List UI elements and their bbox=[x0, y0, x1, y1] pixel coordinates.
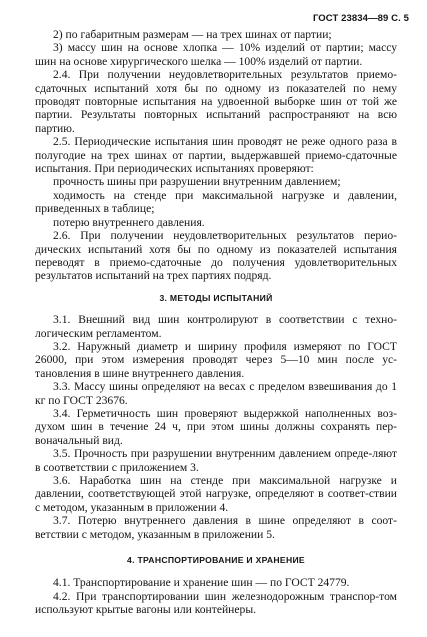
paragraph: 4.1. Транспортирование и хранение шин — по ГОСТ 24779. bbox=[53, 576, 350, 590]
paragraph: 3.3. Массу шины определяют на весах с пределом взвешивания до 1 кг по ГОСТ 23676. bbox=[35, 380, 397, 407]
paragraph: 2.5. Периодические испытания шин проводят не реже одного раза в полугодие на трех шинах от партии, выдержавшей приемо-сдаточные испытания. При периодических испытаниях проверяют: bbox=[35, 135, 397, 176]
paragraph: прочность шины при разрушении внутренним давлением; bbox=[53, 175, 341, 189]
paragraph: 4.2. При транспортировании шин железнодорожным транспор-том используют крытые вагоны или контейнеры. bbox=[35, 589, 397, 617]
paragraph: 3.4. Герметичность шин проверяют выдержкой наполненных воз-духом шин в течение 24 ч, при этом шины должны сохранять пер-воначальный вид. bbox=[35, 406, 397, 447]
paragraph: 3.1. Внешний вид шин контролируют в соответствии с техно-логическим регламентом. bbox=[35, 313, 397, 340]
paragraph: 3.6. Наработка шин на стенде при максимальной нагрузке и давлении, соответствующей этой нагрузке, определяют в соответ-ствии с методом, указанным в приложении 4. bbox=[35, 474, 397, 514]
section-title: 3. МЕТОДЫ ИСПЫТАНИЙ bbox=[159, 292, 273, 303]
page-content bbox=[35, 28, 397, 617]
paragraph: потерю внутреннего давления. bbox=[53, 215, 205, 229]
paragraph: 3) массу шин на основе хлопка — 10% изделий от партии; массу шин на основе хирургического шелка — 100% изделий от партии. bbox=[35, 41, 397, 68]
page-header: ГОСТ 23834—89 С. 5 bbox=[312, 13, 409, 24]
paragraph: 2.4. При получении неудовлетворительных результатов приемо-сдаточных испытаний хотя бы по одному из показателей по нему проводят повторные испытания на удвоенной выборке шин от той же партии. Результаты повторных испытаний распространяют на всю партию. bbox=[35, 68, 397, 135]
paragraph: 2) по габаритным размерам — на трех шинах от партии; bbox=[53, 28, 332, 41]
section-title: 4. ТРАНСПОРТИРОВАНИЕ И ХРАНЕНИЕ bbox=[127, 555, 305, 566]
paragraph: 2.6. При получении неудовлетворительных результатов перио-дических испытаний хотя бы по одному из показателей испытания переводят в приемо-сдаточные до получения удовлетворительных результатов испытаний на трех партиях подряд. bbox=[35, 229, 397, 283]
paragraph: 3.5. Прочность при разрушении внутренним давлением опреде-ляют в соответствии с приложением 3. bbox=[35, 447, 397, 474]
paragraph: 3.7. Потерю внутреннего давления в шине определяют в соот-ветствии с методом, указанным в приложении 5. bbox=[35, 514, 397, 541]
paragraph: 3.2. Наружный диаметр и ширину профиля измеряют по ГОСТ 26000, при этом измерения проводят через 5—10 мин после ус-тановления в шине внутреннего давления. bbox=[35, 339, 397, 380]
paragraph: ходимость на стенде при максимальной нагрузке и давлении, приведенных в таблице; bbox=[35, 188, 397, 216]
